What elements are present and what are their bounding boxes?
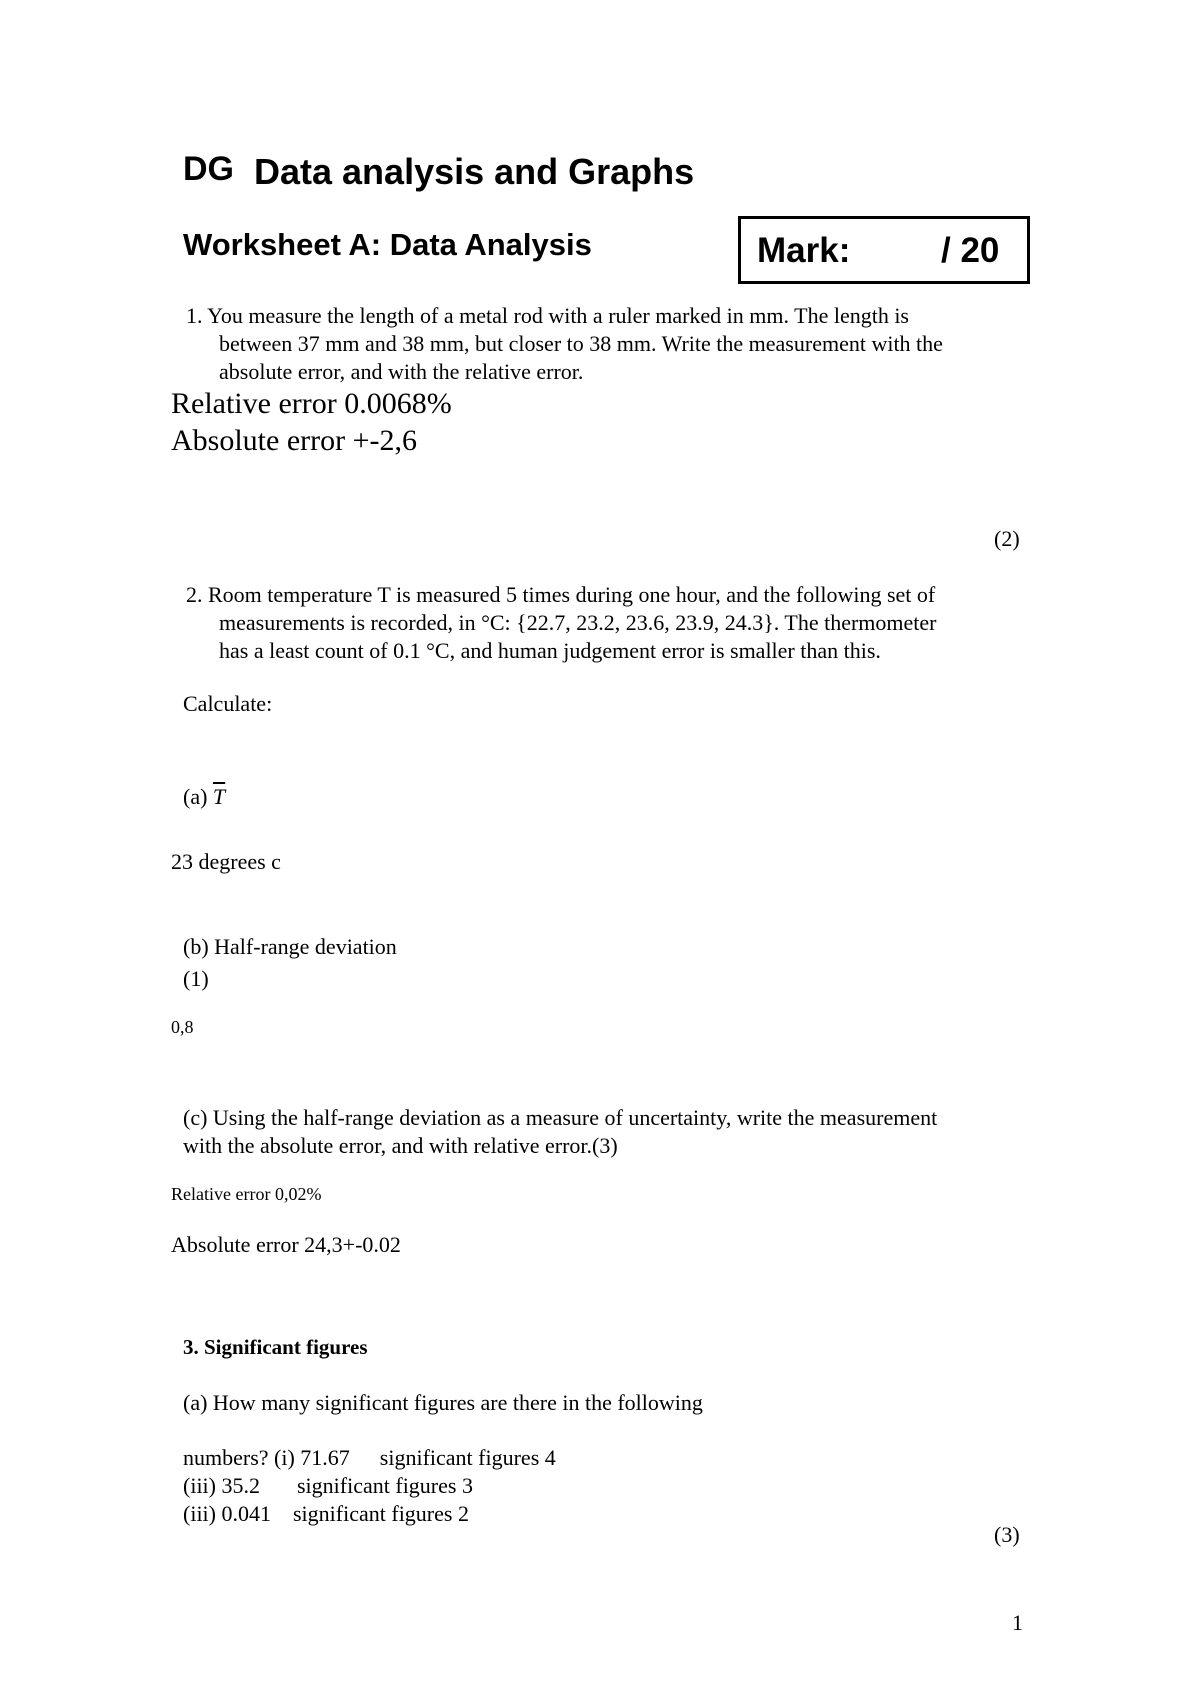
list-item	[183, 1445, 556, 1471]
question-2a-label: (a)	[183, 784, 208, 809]
document-title: Data analysis and Graphs	[254, 151, 695, 192]
t-mean-symbol: $\overline{T}$	[212, 784, 226, 809]
question-3-heading: 3. Significant figures	[183, 1335, 368, 1359]
mark-label: Mark:	[757, 231, 851, 270]
answer-2c-relative-error: Relative error 0,02%	[171, 1184, 322, 1204]
question-2-line-3: has a least count of 0.1 °C, and human judgement error is smaller than this.	[219, 638, 881, 663]
sig-fig-number: numbers? (i) 71.67	[183, 1445, 350, 1470]
answer-1-absolute-error: Absolute error +-2,6	[171, 424, 418, 457]
list-item	[183, 1501, 469, 1527]
page-number: 1	[1012, 1610, 1023, 1635]
question-2a	[183, 784, 225, 810]
question-2-line-2: measurements is recorded, in °C: {22.7, 23.2, 23.6, 23.9, 24.3}. The thermometer	[219, 610, 937, 635]
answer-2b: 0,8	[171, 1017, 194, 1037]
mark-total: / 20	[941, 231, 1000, 270]
question-1-line-1: 1. You measure the length of a metal rod with a ruler marked in mm. The length is	[186, 303, 909, 328]
calculate-label: Calculate:	[183, 691, 273, 716]
sig-fig-answer: significant figures 2	[293, 1501, 469, 1526]
section-code: DG	[183, 150, 234, 188]
sig-fig-number: (iii) 35.2	[183, 1473, 260, 1498]
question-2c-line-1: (c) Using the half-range deviation as a measure of uncertainty, write the measurement	[183, 1105, 938, 1130]
question-3a: (a) How many significant figures are there in the following	[183, 1390, 703, 1415]
question-2c-line-2: with the absolute error, and with relative error.(3)	[183, 1133, 618, 1158]
question-2b-points: (1)	[183, 966, 209, 991]
sig-fig-number: (iii) 0.041	[183, 1501, 271, 1526]
answer-2a: 23 degrees c	[171, 849, 281, 874]
mark-box	[738, 216, 1030, 284]
list-item	[183, 1473, 473, 1499]
worksheet-title: Worksheet A: Data Analysis	[183, 227, 592, 262]
question-2b: (b) Half-range deviation	[183, 934, 397, 959]
sig-fig-answer: significant figures 4	[379, 1445, 556, 1470]
question-1-line-3: absolute error, and with the relative error.	[219, 359, 584, 384]
sig-fig-answer: significant figures 3	[297, 1473, 473, 1498]
question-1-line-2: between 37 mm and 38 mm, but closer to 38 mm. Write the measurement with the	[219, 331, 943, 356]
question-3-points: (3)	[994, 1522, 1020, 1547]
question-2-line-1: 2. Room temperature T is measured 5 times during one hour, and the following set of	[186, 582, 936, 607]
question-1-points: (2)	[994, 526, 1020, 551]
answer-2c-absolute-error: Absolute error 24,3+-0.02	[171, 1232, 401, 1257]
answer-1-relative-error: Relative error 0.0068%	[171, 387, 452, 420]
